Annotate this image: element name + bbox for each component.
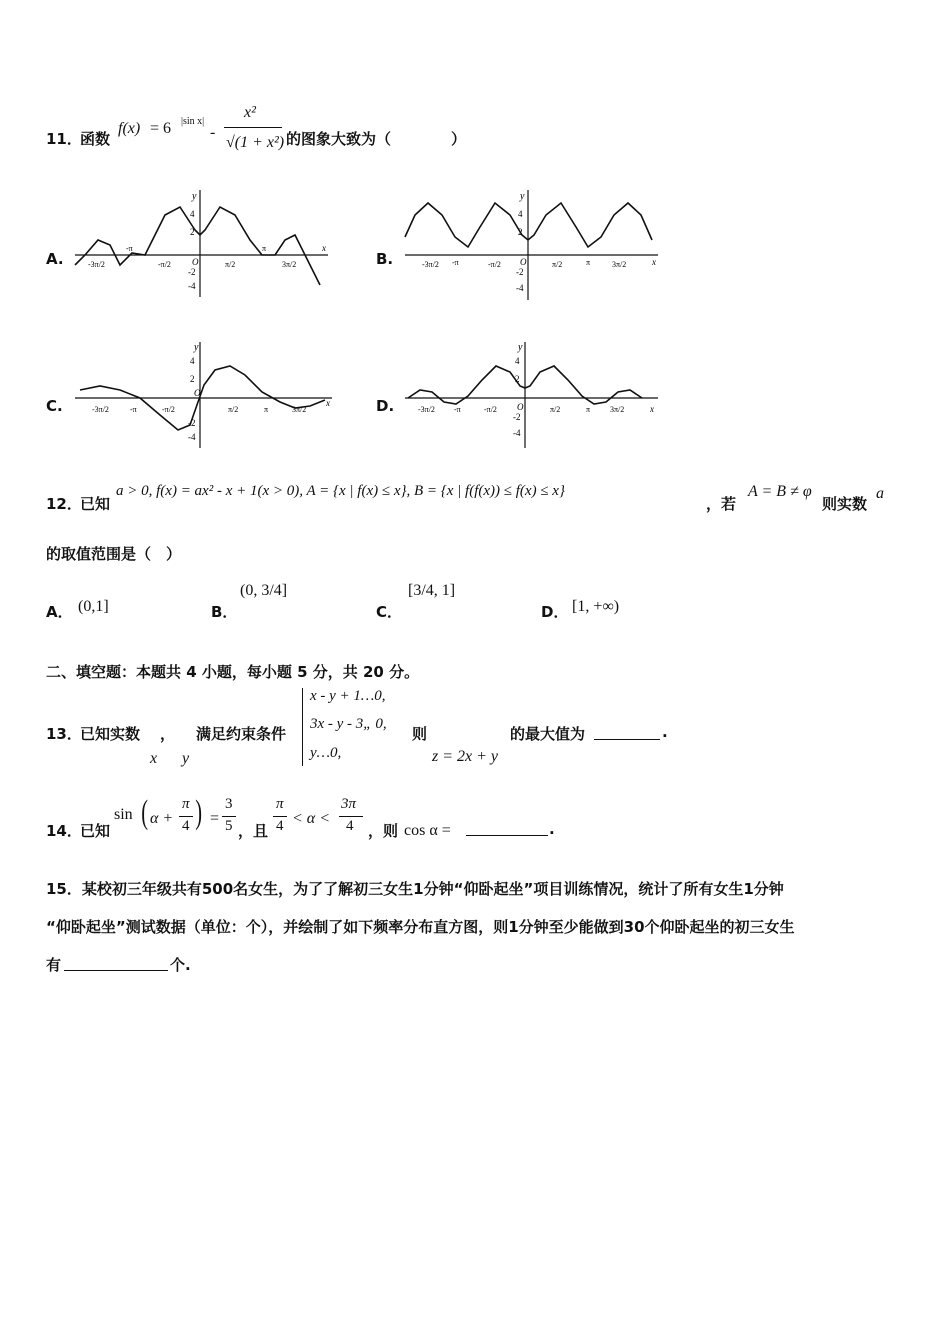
q11-graph-d-y-label: y: [518, 342, 523, 353]
q15-line1: 15．某校初三年级共有500名女生，为了了解初三女生1分钟“仰卧起坐”项目训练情况，统计了所有女生1分钟: [46, 880, 784, 898]
q11-graph-c: [70, 340, 335, 450]
q14-frac-bar-4: [339, 816, 363, 817]
q11-graph-a-x-negpi2: -π/2: [158, 260, 171, 269]
q11-graph-a-tick-neg2: -2: [188, 267, 196, 277]
q14-alpha-plus: α +: [150, 810, 174, 827]
q14-lparen: (: [141, 794, 149, 831]
q11-fx: f(x): [118, 120, 141, 137]
q13-mid: 满足约束条件: [196, 725, 287, 743]
q11-graph-c-x-negpi2: -π/2: [162, 405, 175, 414]
q11-graph-a-x-3pi2: 3π/2: [282, 260, 297, 269]
q11-graph-c-tick-neg4: -4: [188, 432, 196, 442]
q12-option-b-label: B．: [211, 603, 238, 621]
q11-graph-b-tick-neg4: -4: [516, 283, 524, 293]
q11-frac-num: x²: [244, 104, 256, 121]
q11-graph-d-x-negpi2: -π/2: [484, 405, 497, 414]
q12-suffix: 则实数: [822, 495, 868, 513]
q11-graph-c-y-label: y: [194, 342, 199, 353]
q11-graph-b-x-negpi2: -π/2: [488, 260, 501, 269]
q14-prefix: 已知: [80, 822, 111, 840]
q11-graph-d-x-label: x: [650, 404, 654, 414]
q14-rparen: ): [195, 794, 203, 831]
q11-option-a-label: A.: [46, 250, 64, 268]
q13-constraint-3: y…0,: [310, 745, 342, 761]
q12-variable: a: [876, 485, 884, 502]
q14-three-num: 3: [225, 796, 233, 812]
q14-cos: cos α =: [404, 822, 451, 839]
q11-graph-d-x-pi2: π/2: [550, 405, 561, 414]
q14-four-den: 4: [182, 818, 190, 834]
q12-option-a-label: A．: [46, 603, 73, 621]
q11-graph-c-x-pi: π: [264, 405, 269, 414]
q13-constraint-1: x - y + 1…0,: [310, 688, 386, 704]
q11-option-b-label: B.: [376, 250, 394, 268]
q11-graph-d-tick-neg4: -4: [513, 428, 521, 438]
q11-graph-d: [400, 340, 665, 450]
q14-four-den-2: 4: [276, 818, 284, 834]
q12-mid: ，若: [706, 495, 737, 513]
q13-prefix: 已知实数: [80, 725, 141, 743]
q11-graph-b-x-label: x: [652, 257, 656, 267]
q12-number: 12．: [46, 495, 82, 513]
q11-graph-d-x-pi: π: [586, 405, 591, 414]
q13-var-y: y: [182, 750, 190, 767]
q14-frac-bar-2: [222, 816, 236, 817]
q11-graph-a-x-pi: π: [262, 244, 267, 253]
q11-graph-a-x-negpi: -π: [126, 244, 133, 253]
q11-graph-b-tick-neg2: -2: [516, 267, 524, 277]
q14-threepi-num: 3π: [341, 796, 357, 812]
q15-line3-prefix: 有: [46, 956, 62, 974]
q11-graph-c-tick-2: 2: [190, 374, 195, 384]
q11-minus: -: [210, 124, 216, 141]
q11-option-c-label: C.: [46, 397, 63, 415]
q14-answer-blank[interactable]: [466, 818, 548, 836]
q11-eq: = 6: [150, 120, 172, 137]
q11-number: 11．: [46, 130, 82, 148]
q14-eq: =: [210, 810, 220, 827]
q11-frac-den: √(1 + x²): [226, 134, 285, 151]
q12-option-c-label: C．: [376, 603, 403, 621]
q11-graph-c-x-label: x: [326, 398, 330, 408]
q11-graph-c-tick-neg2: -2: [188, 418, 196, 428]
q11-graph-b-x-pi2: π/2: [552, 260, 563, 269]
q11-graph-c-origin: O: [194, 388, 201, 398]
q14-inequality: < α <: [292, 810, 330, 827]
q11-graph-a-tick-2: 2: [190, 227, 195, 237]
q14-frac-bar-1: [179, 816, 193, 817]
q11-graph-d-x-3pi2: 3π/2: [610, 405, 625, 414]
q14-end: .: [549, 820, 555, 838]
q14-and: ，且: [238, 822, 269, 840]
q11-graph-c-tick-4: 4: [190, 356, 195, 366]
q12-prefix: 已知: [80, 495, 111, 513]
q12-option-d-value: [1, +∞): [572, 598, 620, 615]
q11-graph-c-x-neg3pi2: -3π/2: [92, 405, 109, 414]
q11-exponent: |sin x|: [181, 116, 205, 127]
q12-option-b-value: [240, 582, 287, 600]
q14-then: ，则: [368, 822, 399, 840]
q11-graph-b-tick-4: 4: [518, 209, 523, 219]
q11-graph-d-tick-2: 2: [515, 374, 520, 384]
q14-frac-bar-3: [273, 816, 287, 817]
q11-graph-a-tick-4: 4: [190, 209, 195, 219]
q11-graph-b-y-label: y: [520, 191, 525, 202]
q13-suffix: 的最大值为: [510, 725, 586, 743]
q11-graph-a: [70, 185, 335, 305]
q11-frac-bar: [224, 127, 282, 128]
q11-graph-d-x-negpi: -π: [454, 405, 461, 414]
q11-graph-c-x-3pi2: 3π/2: [292, 405, 307, 414]
q11-graph-a-x-label: x: [322, 243, 326, 253]
q15-line3-suffix: 个.: [170, 956, 191, 974]
q11-graph-b-x-neg3pi2: -3π/2: [422, 260, 439, 269]
q13-end: .: [662, 723, 668, 741]
q11-graph-b-x-negpi: -π: [452, 258, 459, 267]
q11-graph-b-tick-2: 2: [518, 227, 523, 237]
q12-option-a-value: (0,1]: [78, 598, 109, 615]
q11-graph-d-x-neg3pi2: -3π/2: [418, 405, 435, 414]
q13-objective: z = 2x + y: [432, 748, 499, 765]
q14-four-den-3: 4: [346, 818, 354, 834]
q15-answer-blank[interactable]: [64, 953, 168, 971]
q11-graph-a-tick-neg4: -4: [188, 281, 196, 291]
q13-comma: ，: [160, 725, 176, 743]
q12-option-d-label: D．: [541, 603, 569, 621]
q11-graph-a-x-neg3pi2: -3π/2: [88, 260, 105, 269]
q11-graph-d-tick-4: 4: [515, 356, 520, 366]
q14-five-den: 5: [225, 818, 233, 834]
q11-option-d-label: D.: [376, 397, 395, 415]
q12-set-condition: A = B ≠ φ: [748, 483, 812, 500]
q15-line2: “仰卧起坐”测试数据（单位：个），并绘制了如下频率分布直方图，则1分钟至少能做到30个仰卧起坐的初三女生: [46, 918, 795, 936]
q12-condition-math: a > 0, f(x) = ax² - x + 1(x > 0), A = {x | f(x) ≤ x}, B = {x | f(f(x)) ≤ f(x) ≤ x}: [116, 483, 565, 499]
q13-then: 则: [412, 725, 428, 743]
q11-graph-d-origin: O: [517, 402, 524, 412]
q11-graph-a-curve: [75, 207, 320, 285]
q11-graph-b-x-3pi2: 3π/2: [612, 260, 627, 269]
q14-pi-num: π: [182, 796, 190, 812]
q11-graph-d-tick-neg2: -2: [513, 412, 521, 422]
q13-constraint-2: 3x - y - 3„ 0,: [310, 716, 387, 732]
q14-pi-num-2: π: [276, 796, 284, 812]
q11-graph-b-origin: O: [520, 257, 527, 267]
q14-number: 14．: [46, 822, 82, 840]
q11-suffix: 的图象大致为（ ）: [286, 130, 467, 148]
section-2-heading: 二、填空题：本题共 4 小题，每小题 5 分，共 20 分。: [46, 663, 420, 681]
q11-graph-b-x-pi: π: [586, 258, 591, 267]
q13-number: 13．: [46, 725, 82, 743]
q11-graph-b: [400, 185, 665, 305]
q13-brace: [302, 688, 307, 766]
q11-graph-a-x-pi2: π/2: [225, 260, 236, 269]
q11-prefix: 函数: [80, 130, 111, 148]
q13-answer-blank[interactable]: [594, 722, 660, 740]
q14-sin: sin: [114, 806, 133, 823]
q12-option-c-value-text: [3/4, 1]: [408, 582, 456, 599]
q12-option-b-value-text: (0, 3/4]: [240, 582, 288, 599]
q12-option-c-value: [408, 582, 455, 600]
q11-graph-a-y-label: y: [192, 191, 197, 202]
q11-graph-a-origin: O: [192, 257, 199, 267]
q11-graph-c-x-pi2: π/2: [228, 405, 239, 414]
q12-line2: 的取值范围是（ ）: [46, 545, 182, 563]
q13-var-x: x: [150, 750, 158, 767]
q11-graph-c-x-negpi: -π: [130, 405, 137, 414]
